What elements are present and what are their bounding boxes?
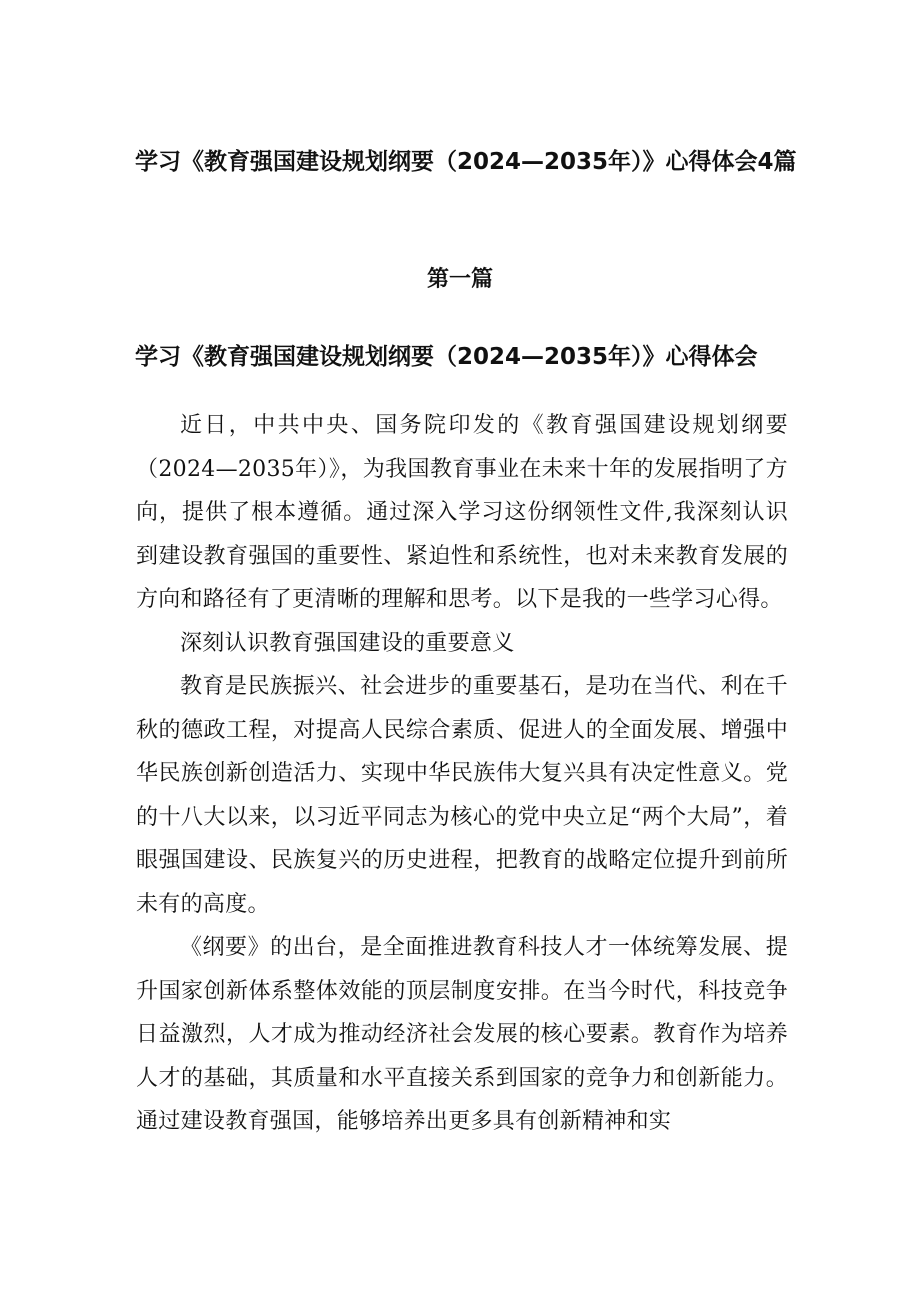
paragraph: 《纲要》的出台，是全面推进教育科技人才一体统筹发展、提升国家创新体系整体效能的顶层制度安排。在当今时代，科技竞争日益激烈，人才成为推动经济社会发展的核心要素。教育作为培养人才的基础，其质量和水平直接关系到国家的竞争力和创新能力。通过建设教育强国，能够培养出更多具有创新精神和实	[136, 935, 788, 1134]
section-heading: 第一篇	[426, 267, 493, 292]
article-body	[136, 404, 788, 1144]
paragraph: 教育是民族振兴、社会进步的重要基石，是功在当代、利在千秋的德政工程，对提高人民综合素质、促进人的全面发展、增强中华民族创新创造活力、实现中华民族伟大复兴具有决定性意义。党的十八大以来，以习近平同志为核心的党中央立足“两个大局”，着眼强国建设、民族复兴的历史进程，把教育的战略定位提升到前所未有的高度。	[136, 674, 788, 917]
paragraph: 近日，中共中央、国务院印发的《教育强国建设规划纲要（2024—2035年）》，为我国教育事业在未来十年的发展指明了方向，提供了根本遵循。通过深入学习这份纲领性文件,我深刻认识到建设教育强国的重要性、紧迫性和系统性，也对未来教育发展的方向和路径有了更清晰的理解和思考。以下是我的一些学习心得。	[136, 413, 788, 612]
document-title: 学习《教育强国建设规划纲要（2024—2035年）》心得体会4篇	[135, 149, 797, 175]
article-title: 学习《教育强国建设规划纲要（2024—2035年）》心得体会	[135, 344, 758, 370]
paragraph-subheading: 深刻认识教育强国建设的重要意义	[180, 630, 515, 656]
